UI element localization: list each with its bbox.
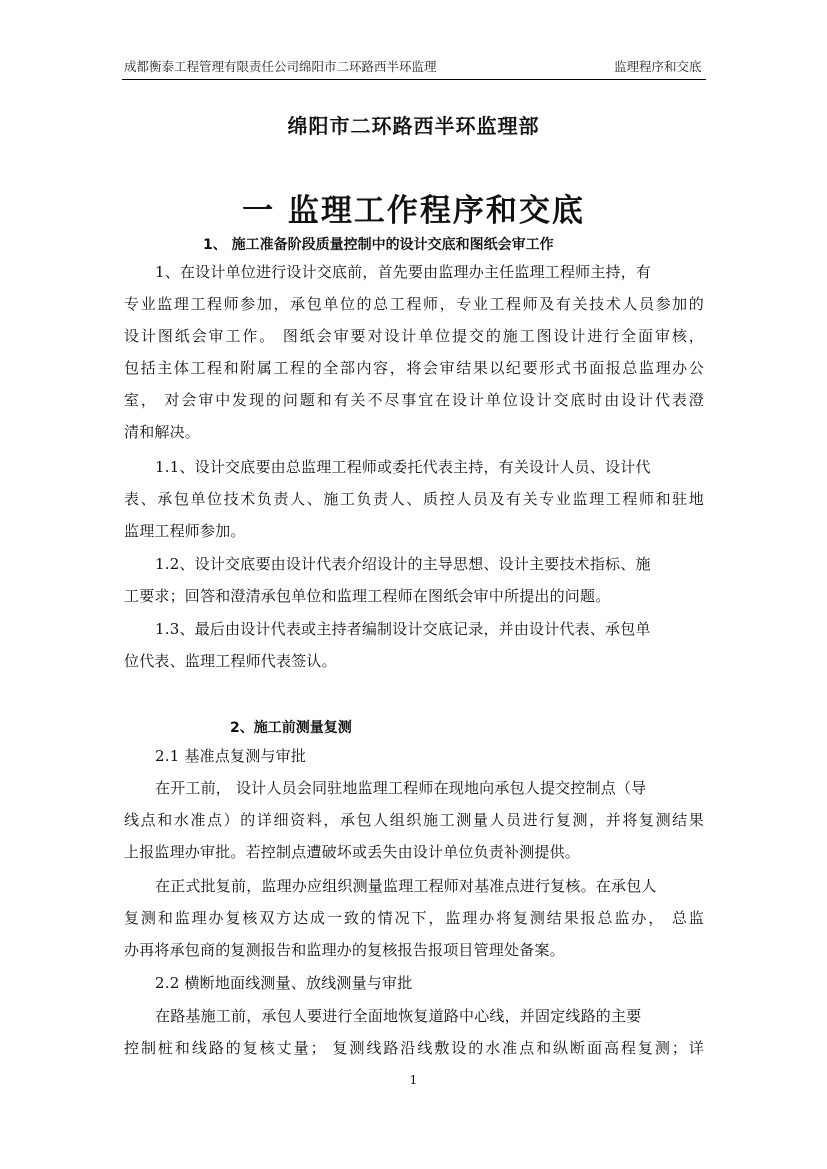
paragraph-line: 线点和水准点）的详细资料，承包人组织施工测量人员进行复测，并将复测结果 (124, 811, 704, 829)
paragraph-line: 清和解决。 (124, 423, 201, 441)
paragraph-line: 1.3、最后由设计代表或主持者编制设计交底记录，并由设计代表、承包单 (155, 620, 651, 638)
paragraph-line: 1.1、设计交底要由总监理工程师或委托代表主持，有关设计人员、设计代 (155, 458, 651, 476)
paragraph-line: 位代表、监理工程师代表签认。 (124, 652, 337, 670)
paragraph-line: 1、在设计单位进行设计交底前，首先要由监理办主任监理工程师主持，有 (155, 263, 652, 281)
page-number: 1 (409, 1073, 418, 1087)
header-section: 监理程序和交底 (614, 59, 702, 74)
header-divider (122, 79, 706, 80)
org-title: 绵阳市二环路西半环监理部 (287, 114, 540, 138)
paragraph-line: 包括主体工程和附属工程的全部内容，将会审结果以纪要形式书面报总监理办公 (124, 359, 704, 377)
paragraph-line: 室， 对会审中发现的问题和有关不尽事宜在设计单位设计交底时由设计代表澄 (124, 391, 704, 409)
subheading-line: 2.2 横断地面线测量、放线测量与审批 (155, 974, 413, 992)
paragraph-line: 表、承包单位技术负责人、施工负责人、质控人员及有关专业监理工程师和驻地 (124, 490, 704, 508)
paragraph-line: 上报监理办审批。若控制点遭破坏或丢失由设计单位负责补测提供。 (124, 843, 581, 861)
header-company: 成都衡泰工程管理有限责任公司绵阳市二环路西半环监理 (124, 59, 437, 74)
paragraph-line: 控制桩和线路的复核丈量； 复测线路沿线敷设的水准点和纵断面高程复测；详 (124, 1039, 704, 1057)
subheading-line: 2.1 基准点复测与审批 (155, 747, 307, 765)
paragraph-line: 工要求；回答和澄清承包单位和监理工程师在图纸会审中所提出的问题。 (124, 587, 611, 605)
paragraph-line: 专业监理工程师参加，承包单位的总工程师，专业工程师及有关技术人员参加的 (124, 295, 704, 313)
chapter-title: 一 监理工作程序和交底 (242, 193, 585, 229)
paragraph-line: 在正式批复前，监理办应组织测量监理工程师对基准点进行复核。在承包人 (155, 877, 657, 895)
paragraph-line: 设计图纸会审工作。 图纸会审要对设计单位提交的施工图设计进行全面审核， (124, 327, 704, 345)
paragraph-line: 复测和监理办复核双方达成一致的情况下，监理办将复测结果报总监办， 总监 (124, 909, 704, 927)
section-2-heading: 2、施工前测量复测 (230, 720, 352, 736)
section-1-heading: 1、 施工准备阶段质量控制中的设计交底和图纸会审工作 (203, 237, 554, 253)
paragraph-line: 1.2、设计交底要由设计代表介绍设计的主导思想、设计主要技术指标、施 (155, 555, 651, 573)
paragraph-line: 在开工前， 设计人员会同驻地监理工程师在现地向承包人提交控制点（导 (155, 779, 647, 797)
paragraph-line: 在路基施工前，承包人要进行全面地恢复道路中心线，并固定线路的主要 (155, 1007, 642, 1025)
paragraph-line: 办再将承包商的复测报告和监理办的复核报告报项目管理处备案。 (124, 941, 565, 959)
paragraph-line: 监理工程师参加。 (124, 522, 246, 540)
